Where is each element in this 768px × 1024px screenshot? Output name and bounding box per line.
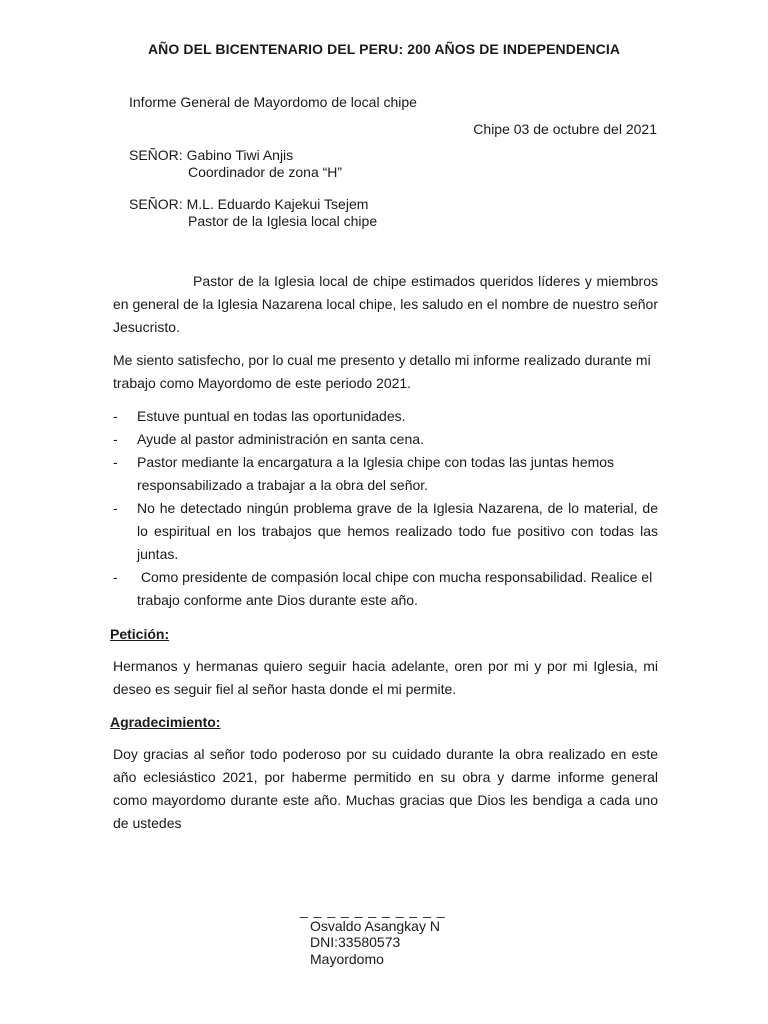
greeting-paragraph: Pastor de la Iglesia local de chipe estimados queridos líderes y miembros en general de la Iglesia Nazarena local chipe, les saludo en el nombre de nuestro señor Jesucristo. xyxy=(113,273,658,335)
recipient-block xyxy=(129,147,342,180)
document-header-title: AÑO DEL BICENTENARIO DEL PERU: 200 AÑOS DE INDEPENDENCIA xyxy=(147,41,621,57)
recipient-block xyxy=(129,196,377,229)
list-item-text: Pastor mediante la encargatura a la Iglesia chipe con todas las juntas hemos responsabilizado a trabajar a la obra del señor. xyxy=(137,454,615,493)
recipient-role: Coordinador de zona “H” xyxy=(188,164,343,180)
signature-role: Mayordomo xyxy=(310,951,384,967)
peticion-heading: Petición: xyxy=(110,626,170,642)
signature-line: _ _ _ _ _ _ _ _ _ _ _ xyxy=(300,902,446,918)
list-item xyxy=(113,497,658,566)
list-item xyxy=(113,428,658,451)
agradecimiento-paragraph: Doy gracias al señor todo poderoso por su cuidado durante la obra realizado en este año eclesiástico 2021, por haberme permitido en su obra y darme informe general como mayordomo durante este año. Muchas gracias que Dios les bendiga a cada uno de ustedes xyxy=(113,746,658,831)
list-item xyxy=(113,451,658,497)
list-marker: - xyxy=(113,408,118,424)
list-item-text: Como presidente de compasión local chipe con mucha responsabilidad. Realice el trabajo conforme ante Dios durante este año. xyxy=(137,569,657,608)
intro-paragraph: Me siento satisfecho, por lo cual me presento y detallo mi informe realizado durante mi trabajo como Mayordomo de este periodo 2021. xyxy=(113,352,651,391)
list-item xyxy=(113,566,658,612)
list-item-text: No he detectado ningún problema grave de la Iglesia Nazarena, de lo material, de lo espiritual en los trabajos que hemos realizado todo fue positivo con todas las juntas. xyxy=(137,500,658,562)
list-marker: - xyxy=(113,500,118,516)
recipient-name: SEÑOR: Gabino Tiwi Anjis xyxy=(129,147,294,163)
list-item-text: Ayude al pastor administración en santa cena. xyxy=(137,431,424,447)
recipient-name: SEÑOR: M.L. Eduardo Kajekui Tsejem xyxy=(129,196,369,212)
signature-dni: DNI:33580573 xyxy=(310,934,401,950)
list-marker: - xyxy=(113,454,118,470)
signature-name: Osvaldo Asangkay N xyxy=(310,918,440,934)
list-item-text: Estuve puntual en todas las oportunidades. xyxy=(137,408,406,424)
peticion-paragraph: Hermanos y hermanas quiero seguir hacia adelante, oren por mi y por mi Iglesia, mi deseo es seguir fiel al señor hasta donde el mi permite. xyxy=(113,658,658,697)
list-marker: - xyxy=(113,431,118,447)
recipient-role: Pastor de la Iglesia local chipe xyxy=(188,213,378,229)
document-subject: Informe General de Mayordomo de local chipe xyxy=(129,94,417,110)
list-item xyxy=(113,405,658,428)
agradecimiento-heading: Agradecimiento: xyxy=(110,714,221,730)
list-marker: - xyxy=(113,569,118,585)
document-date: Chipe 03 de octubre del 2021 xyxy=(473,121,657,137)
report-list xyxy=(113,405,658,612)
